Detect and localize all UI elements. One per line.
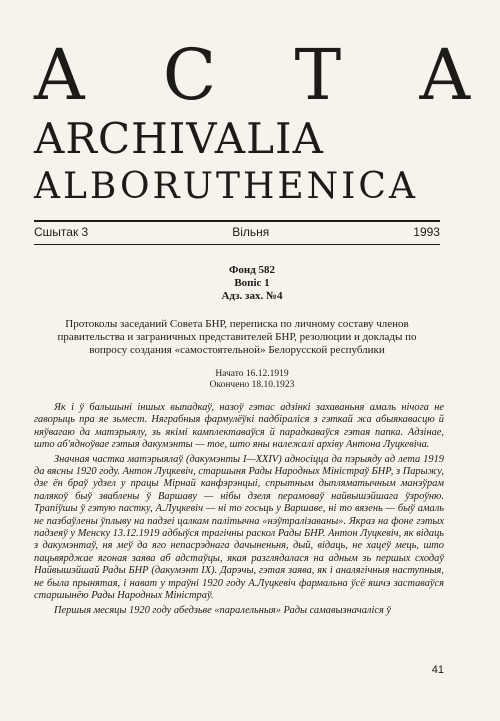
masthead-letter: T [294, 34, 342, 116]
issue-label: Сшытак 3 [34, 225, 89, 239]
body-text [34, 402, 444, 617]
masthead-alboruthenica: ALBORUTHENICA [34, 166, 418, 207]
item-number: Адз. зах. №4 [221, 290, 283, 302]
paragraph: Значная частка матэрыялаў (дакумэнты I—XXIV) адносіцца да пэрыяду ад лета 1919 да вясны 1920 году. Антон Луцкевіч, старшыня Рады Народных Міністраў БНР, з Парыжу, дзе ён браў удзел у працы Мірнай канфэрэнцыі, спрытным дыпляматычным манэўрам палякоў быў зваблены ў Варшаву — нібы дзеля перамоваў найвышэйшага ўзроўню. Трапіўшы ў гэтую пастку, А.Луцкевіч — ні то госьць у Варшаве, ні то вязень — быў амаль не пазбаўлены ўплыву на падзеі цалкам палітычна «нэўтралізаваны». Якраз на фоне гэтых падзеяў у Менску 13.12.1919 адбыўся трагічны раскол Рады БНР. Антон Луцкевіч, як відаць з дакумэнтаў, ня меў да яго непасрэднага дачыненьня, дый, відаць, не хацеў мець, што пацьвярджае ягоная заява аб адстаўцы, якая разглядалася на адным зь першых сходаў Найвышэйшай Рады БНР (дакумэнт IX). Дарэчы, гэтая заява, як і аналягічныя наступныя, не была прынятая, і нават у траўні 1920 году А.Луцкевіч фармальна ўсё яшчэ заставаўся старшынёю Рады Народных Міністраў. [34, 453, 444, 602]
masthead-archivalia: ARCHIVALIA [34, 114, 324, 163]
fond-number: Фонд 582 [228, 264, 276, 276]
archive-reference [34, 264, 470, 303]
paragraph: Першыя месяцы 1920 году абедзьве «паралельныя» Рады самавызначаліся ў [54, 604, 391, 616]
document-title: Протоколы заседаний Совета БНР, переписка по личному составу членов правительства и заграничных представителей БНР, резолюции и доклады по вопросу создания «самостоятельной» Белорусской республики [57, 318, 417, 356]
opis-number: Вопіс 1 [234, 277, 270, 289]
issue-info-row [34, 224, 440, 240]
masthead-acta [34, 34, 470, 116]
date-started: Начато 16.12.1919 [215, 369, 289, 379]
date-ended: Окончено 18.10.1923 [209, 380, 295, 390]
top-rule [34, 220, 440, 222]
year-label: 1993 [413, 225, 440, 239]
masthead-letter: C [162, 34, 217, 116]
masthead-letter: A [34, 34, 85, 116]
masthead-letter: A [419, 34, 470, 116]
paragraph: Як і ў бальшыні іншых выпадкаў, назоў гэтас адзінкі захаваньня амаль нічога не гаворыць пра яе зьмест. Няграбныя фармулёўкі падбіраліся з гэткай жа абыякавасцю й няўвагаю да матэрыялу, зь якімі камплектаваўся й парадкаваўся гэтая папка. Адзінае, што аб'ядноўвае гэтыя дакумэнты — тое, што яны належалі архіву Антона Луцкевіча. [34, 402, 444, 451]
page-number: 41 [431, 664, 444, 676]
city-label: Вільня [232, 225, 270, 239]
document-dates [34, 369, 470, 391]
bottom-rule [34, 244, 440, 245]
